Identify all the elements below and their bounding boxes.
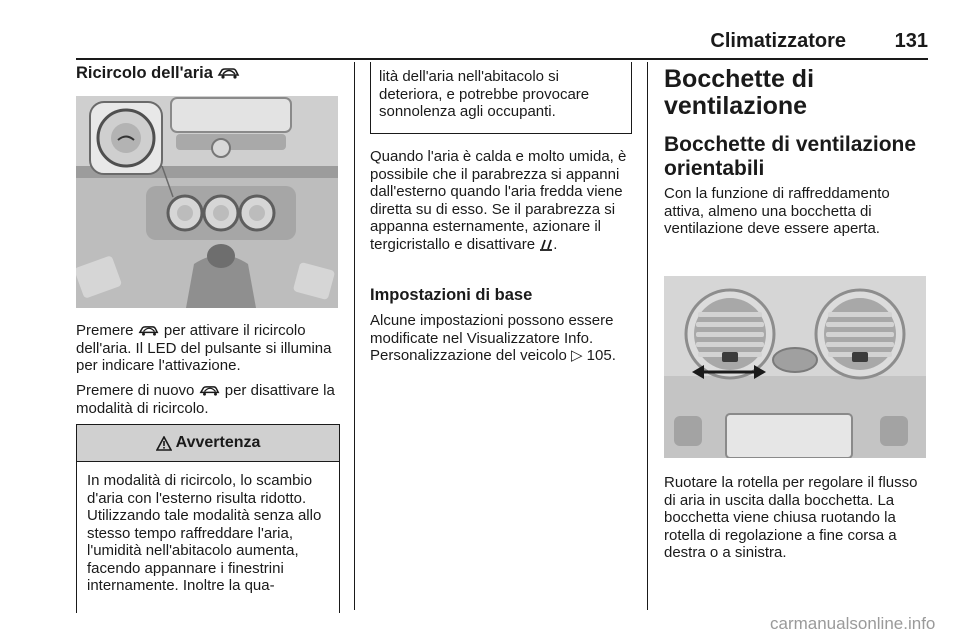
left-paragraph-1 bbox=[76, 322, 338, 375]
middle-para2-text: Alcune impostazioni possono essere modificate nel Visualizzatore Info. Personalizzazione del veicolo bbox=[370, 312, 614, 364]
recirculation-icon bbox=[199, 384, 221, 397]
dashboard-photo bbox=[76, 96, 338, 308]
right-paragraph-2: Ruotare la rotella per regolare il flusso di aria in uscita dalla bocchetta. La bocchetta viene chiusa ruotando la rotella di regolazione a fine corsa a destra o a sinistra. bbox=[664, 474, 918, 561]
column-divider-left bbox=[354, 62, 355, 610]
column-divider-right bbox=[647, 62, 648, 610]
middle-paragraph-1 bbox=[370, 148, 634, 253]
right-title bbox=[664, 66, 928, 120]
warning-header bbox=[77, 425, 339, 462]
vents-photo bbox=[664, 276, 926, 458]
right-paragraph-1: Con la funzione di raffreddamento attiva, almeno una bocchetta di ventilazione deve essere aperta. bbox=[664, 185, 890, 237]
right-subtitle: Bocchette di ventilazione orientabili bbox=[664, 133, 917, 180]
wiper-icon bbox=[539, 238, 553, 251]
right-title-line2: ventilazione bbox=[664, 92, 808, 120]
warning-continuation: lità dell'aria nell'abitacolo si deteriora, e potrebbe provocare sonnolenza agli occupanti. bbox=[370, 62, 632, 134]
para2-start: Premere di nuovo bbox=[76, 382, 195, 399]
section-heading: Ricircolo dell'aria bbox=[76, 64, 213, 82]
warning-box bbox=[76, 424, 340, 613]
page-ref: 105. bbox=[586, 347, 616, 364]
page-ref-arrow-icon: ▷ bbox=[570, 347, 583, 364]
para2-end: per disattivare la modalità di ricircolo. bbox=[76, 382, 335, 417]
para1-start: Premere bbox=[76, 322, 134, 339]
period: . bbox=[553, 235, 558, 253]
middle-para1-text: Quando l'aria è calda e molto umida, è possibile che il parabrezza si appanni dall'esterno quando l'aria fredda viene diretta su di esso. Se il parabrezza si appanna esternamente, azionare il tergicristallo e disattivare bbox=[370, 148, 627, 253]
page-number: 131 bbox=[894, 30, 928, 52]
recirculation-icon bbox=[217, 66, 241, 80]
watermark: carmanualsonline.info bbox=[770, 614, 936, 633]
warning-text: In modalità di ricircolo, lo scambio d'aria con l'esterno risulta ridotto. Utilizzando tale modalità senza allo stesso tempo raffreddare l'aria, l'umidità nell'abitacolo aumenta, facendo appannare i finestrini internamente. Inoltre la qua- bbox=[87, 472, 322, 594]
middle-paragraph-2 bbox=[370, 312, 634, 365]
warning-triangle-icon bbox=[156, 436, 172, 451]
header-title: Climatizzatore bbox=[710, 30, 846, 52]
header-rule bbox=[76, 58, 928, 60]
left-heading-wrap bbox=[76, 64, 338, 83]
left-paragraph-2 bbox=[76, 382, 340, 417]
warning-title: Avvertenza bbox=[175, 434, 261, 451]
recirculation-icon bbox=[138, 324, 160, 337]
right-title-line1: Bocchette di bbox=[664, 65, 815, 93]
para1-end: per attivare il ricircolo dell'aria. Il LED del pulsante si illumina per indicare l'attivazione. bbox=[76, 322, 332, 374]
subheading-basic-settings: Impostazioni di base bbox=[370, 286, 533, 304]
